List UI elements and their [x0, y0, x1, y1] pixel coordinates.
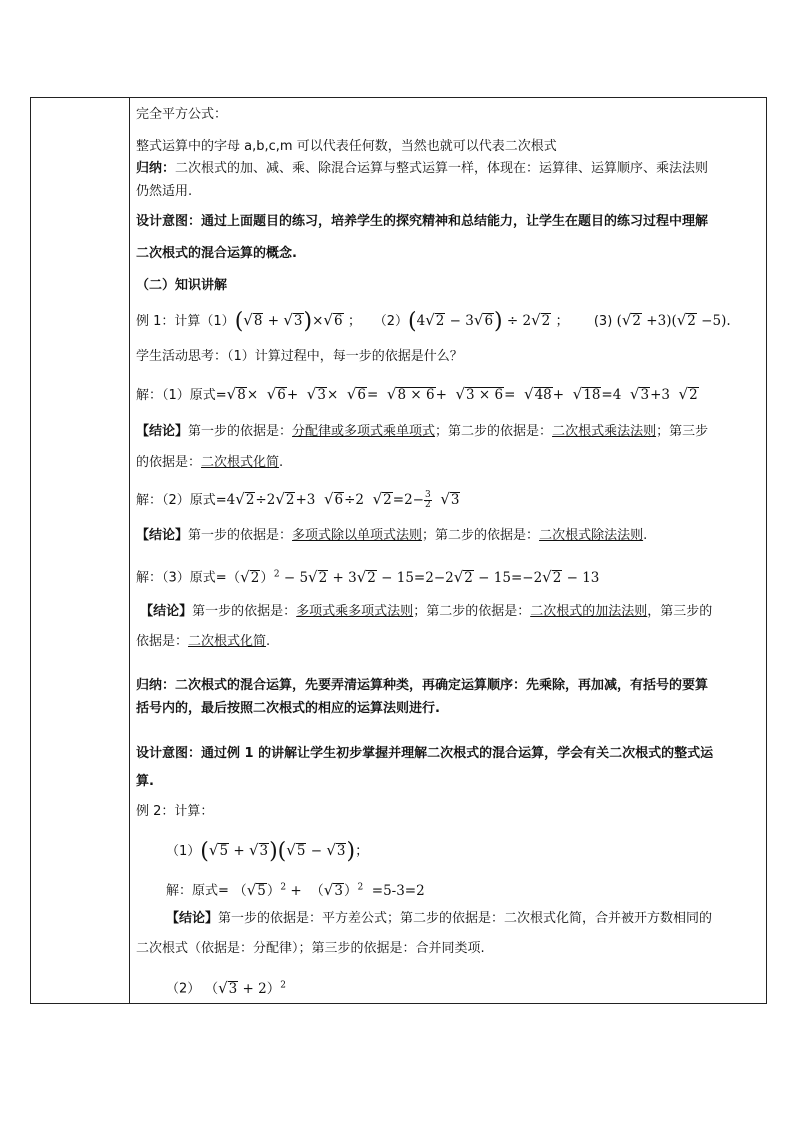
perfect-square-formula-line: 完全平方公式： [136, 107, 228, 122]
example-2-part-2-lead: （2） [166, 981, 201, 997]
content-cell [136, 98, 758, 1003]
example-1-expr-2: (4√2 − 3√6) ÷ 2√2 ； [408, 309, 570, 334]
solution-1-expr: √8× √6+ √3× √6= √8 × 6+ √3 × 6= √48+ √18=4 √3+3 √2 [226, 385, 698, 403]
summary-2-line-2: 括号内的，最后按照二次根式的相应的运算法则进行. [136, 701, 440, 716]
summary-text: 二次根式的加、减、乘、除混合运算与整式运算一样，体现在：运算律、运算顺序、乘法法则 [175, 161, 709, 176]
conclusion-1-text-b: ；第二步的依据是： [435, 424, 553, 439]
example-2-part-1-line [166, 839, 369, 864]
conclusion-2-line [136, 527, 647, 545]
example-2-solution-expr: $(√5)^2 + (√3)^2 =5-3=2$ [228, 880, 425, 899]
solution-3-lead: 解：（3）原式= [136, 570, 227, 586]
conclusion-2-text-a: 第一步的依据是： [188, 528, 293, 543]
solution-3-expr: $(√2)^2 - 5√2 + 3√2 - 15=2-2√2 - 15=-2√2 - 13$ [226, 567, 600, 586]
summary-line [136, 160, 708, 178]
conclusion-1-line-1 [136, 423, 708, 441]
conclusion-3-basis-2: 二次根式的加法法则 [530, 604, 648, 619]
solution-2-expr: 4√2÷2√2+3 √6÷2 √2=2− $\frac{3}{2}$ √3 [226, 490, 460, 510]
conclusion-1-basis-1: 分配律或多项式乘单项式 [292, 424, 436, 439]
design-intent-2-line-1: 设计意图：通过例 1 的讲解让学生初步掌握并理解二次根式的混合运算，学会有关二次根式的整式运 [136, 746, 714, 761]
conclusion-3-text-c: ，第三步的 [647, 604, 713, 619]
conclusion-3-basis-3: 二次根式化简 [188, 634, 267, 649]
conclusion-2-head: 【结论】 [136, 528, 189, 543]
solution-3-line [136, 565, 599, 588]
student-activity-line: 学生活动思考：（1）计算过程中，每一步的依据是什么？ [136, 349, 463, 364]
example-2-solution-lead: 解：原式= [166, 883, 229, 899]
example-1-expr-1: (√8 + √3)×√6 ； [234, 309, 362, 334]
integral-expression-note: 整式运算中的字母 a,b,c,m 可以代表任何数，当然也就可以代表二次根式 [136, 139, 557, 154]
conclusion-1-text-e: . [279, 455, 284, 470]
conclusion-3-basis-1: 多项式乘多项式法则 [296, 604, 414, 619]
example-2-part-1-expr: (√5 + √3)(√5 − √3)； [200, 839, 369, 864]
conclusion-3-text-a: 第一步的依据是： [192, 604, 297, 619]
lesson-table [30, 97, 767, 1004]
section-heading: （二）知识讲解 [136, 278, 228, 293]
example-2-part-1-lead: （1） [166, 844, 201, 859]
conclusion-2-basis-1: 多项式除以单项式法则 [292, 528, 423, 543]
conclusion-4-text: 第一步的依据是：平方差公式；第二步的依据是：二次根式化简，合并被开方数相同的 [218, 911, 713, 926]
solution-1-lead: 解：（1）原式= [136, 388, 227, 403]
example-2-part-2-line [166, 976, 286, 999]
conclusion-4-line-2: 二次根式（依据是：分配律）；第三步的依据是：合并同类项. [136, 941, 485, 956]
solution-2-line [136, 490, 460, 510]
conclusion-2-text-c: . [643, 528, 648, 543]
conclusion-1-text-d: 的依据是： [136, 455, 202, 470]
summary-2-line-1: 归纳：二次根式的混合运算，先要弄清运算种类，再确定运算顺序：先乘除，再加减，有括号的要算 [136, 678, 709, 693]
conclusion-3-head: 【结论】 [140, 604, 193, 619]
example-1-part-2: （2） [373, 314, 409, 329]
conclusion-4-head: 【结论】 [166, 911, 219, 926]
summary-lead: 归纳： [136, 161, 176, 176]
conclusion-2-text-b: ；第二步的依据是： [422, 528, 540, 543]
example-2-part-2-expr: $(√3 + 2)^2$ [200, 978, 286, 997]
left-column-cell [31, 98, 130, 1003]
conclusion-1-head: 【结论】 [136, 424, 189, 439]
example-1-part-3: (3) [593, 314, 613, 329]
design-intent-2-line-2: 算. [136, 774, 154, 789]
conclusion-1-text-c: ；第三步 [656, 424, 709, 439]
conclusion-1-text-a: 第一步的依据是： [188, 424, 293, 439]
example-1-expr-3: (√2 +3)(√2 −5). [612, 311, 731, 329]
example-2-solution-line [166, 878, 425, 901]
conclusion-4-line-1 [166, 910, 712, 928]
solution-1-line [136, 385, 699, 405]
conclusion-1-line-2 [136, 454, 283, 472]
example-1-lead: 例 1：计算（1） [136, 314, 235, 329]
conclusion-3-text-e: . [266, 634, 271, 649]
conclusion-1-basis-3: 二次根式化简 [201, 455, 280, 470]
conclusion-3-line-1 [136, 603, 712, 621]
solution-2-lead: 解：（2）原式= [136, 493, 227, 508]
design-intent-line-1: 设计意图：通过上面题目的练习，培养学生的探究精神和总结能力，让学生在题目的练习过程中理解 [136, 214, 709, 229]
example-1-line [136, 309, 731, 334]
conclusion-2-basis-2: 二次根式除法法则 [539, 528, 644, 543]
summary-line-2: 仍然适用. [136, 184, 193, 199]
conclusion-3-line-2 [136, 633, 270, 651]
conclusion-3-text-d: 依据是： [136, 634, 189, 649]
conclusion-3-text-b: ；第二步的依据是： [413, 604, 531, 619]
conclusion-1-basis-2: 二次根式乘法法则 [552, 424, 657, 439]
design-intent-line-2: 二次根式的混合运算的概念. [136, 246, 297, 261]
example-2-heading: 例 2：计算： [136, 804, 214, 819]
